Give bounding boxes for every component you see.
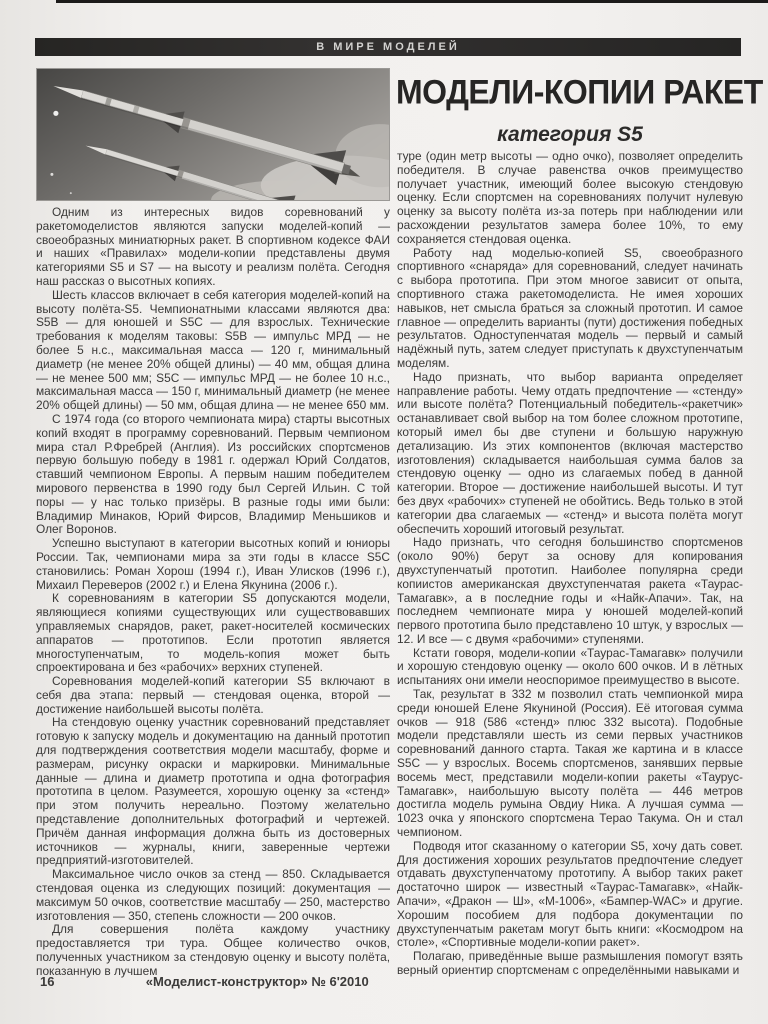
page-number: 16	[40, 974, 55, 989]
section-header-bar	[35, 38, 741, 56]
article-paragraph: Шесть классов включает в себя категория моделей-копий на высоту полёта-S5. Чемпионатными классами являются два: S5B — для юношей и S5C — для взрослых. Технические требования к моделям таковы: S5B — импульс МРД — не более 5 н.с., максимальная масса — 120 г, минимальный диаметр (не менее 20% общей длины) — 40 мм, общая длина — не менее 500 мм; S5C — импульс МРД — не более 10 н.с., максимальная масса — 150 г, минимальный диаметр (не менее 20% общей длины) — 50 мм, общая длина — не менее 650 мм.	[36, 287, 390, 413]
article-paragraph: Надо признать, что сегодня большинство спортсменов (около 90%) берут за основу для копирования двухступенчатый прототип. Наиболее популярна среди копиистов американская двухступенчатая ракета «Таурас-Тамагавк», а в последние годы и «Найк-Апачи». Так, на последнем чемпионате мира у юношей моделей-копий первого прототипа было представлено 10 штук, у взрослых — 12. И все — с двумя «рабочими» ступенями.	[397, 535, 743, 646]
star-dot	[70, 192, 72, 194]
article-paragraph: К соревнованиям в категории S5 допускаются модели, являющиеся копиями существующих или существовавших управляемых снарядов, ракет, ракет-носителей космических аппаратов — прототипов. Если прототип является многоступенчатым, то модель-копия может быть спроектирована и без «рабочих» верхних ступеней.	[36, 591, 390, 675]
article-header	[396, 72, 763, 147]
rockets-photo-art	[37, 69, 389, 200]
article-paragraph: Соревнования моделей-копий категории S5 включают в себя два этапа: первый — стендовая оценка, второй — достижение наибольшей высоты полёта.	[36, 674, 390, 716]
article-paragraph: Так, результат в 332 м позволил стать чемпионкой мира среди юношей Елене Якуниной (Россия). Её итоговая сумма очков — 918 (586 «стенд» плюс 332 высота). Подобные модели представляли шесть из семи первых участников соревнований данного старта. Такая же картина и в классе S5C — у взрослых. Восемь спортсменов, занявших первые восемь мест, представили модели-копии ракеты «Таурус-Тамагавк», наибольшую высоту полёта — 446 метров достигла модель румына Овдиу Ника. А лучшая сумма — 1023 очка у японского спортсмена Терао Такума. Он и стал чемпионом.	[397, 687, 743, 840]
journal-title: «Моделист-конструктор» № 6'2010	[145, 974, 369, 989]
article-paragraph: Максимальное число очков за стенд — 850. Складывается стендовая оценка из следующих позиций: документация — максимум 50 очков, соответствие масштабу — 250, мастерство изготовления — 350, степень сложности — 200 очков.	[36, 867, 390, 923]
section-header-label: В МИРЕ МОДЕЛЕЙ	[316, 41, 460, 53]
star-dot	[53, 111, 58, 116]
article-paragraph: С 1974 года (со второго чемпионата мира) старты высотных копий входят в программу соревнований. Первым чемпионом мира стал Р.Фребрей (Англия). Из российских спортсменов первую большую победу в 1981 г. одержал Юрий Солдатов, ставший чемпионом Европы. А первым нашим победителем мирового первенства в 1990 году был Сергей Ильин. С той поры — у нас только призёры. В разные годы ими были: Владимир Минаков, Юрий Фирсов, Владимир Меньшиков и Олег Воронов.	[36, 411, 390, 537]
article-paragraph: На стендовую оценку участник соревнований представляет готовую к запуску модель и документацию на данный прототип для подтверждения соответствия модели масштабу, форме и размерам, рисунку окраски и маркировки. Минимальные данные — длина и диаметр прототипа и одна фотография прототипа в целом. Разумеется, хорошую оценку за «стенд» при этом получить нереально. Поэтому желательно представление дополнительных фотографий и чертежей. Причём данная информация должна быть из достоверных источников — журналы, книги, заверенные чертежи предприятий-изготовителей.	[36, 715, 390, 868]
article-paragraph: Подводя итог сказанному о категории S5, хочу дать совет. Для достижения хороших результатов предпочтение следует отдавать двухступенчатому прототипу. А выбор таких ракет достаточно широк — известный «Таурас-Тамагавк», «Найк-Апачи», «Дракон — Ш», «М-1006», «Бампер-WAC» и другие. Хорошим пособием для подбора документации по двухступенчатым ракетам могут быть книги: «Космодром на столе», «Спортивные модели-копии ракет».	[397, 838, 743, 950]
article-paragraph: Одним из интересных видов соревнований у ракетомоделистов являются запуски моделей-копий — своеобразных миниатюрных ракет. В спортивном кодексе ФАИ и наших «Правилах» модели-копии представлены двумя категориями S5 и S7 — на высоту и реализм полёта. Сегодня наш рассказ о высотных копиях.	[36, 205, 390, 288]
left-column	[36, 206, 390, 979]
article-paragraph: Надо признать, что выбор варианта определяет направление работы. Чему отдать предпочтение — «стенду» или высоте полёта? Потенциальный победитель-«ракетчик» останавливает свой выбор на том более сложном прототипе, который имел бы две ступени и большую наружную детализацию. Из этих компонентов (включая мастерство изготовления) складывается наибольшая сумма балов за стендовую оценку — одно из слагаемых побед в данной категории. Второе — достижение наибольшей высоты. И тут без двух «рабочих» ступеней не обойтись. Ведь только в этой категории два слагаемых — «стенд» и высота полёта могут обеспечить хороший итоговый результат.	[397, 369, 743, 536]
right-column	[397, 150, 743, 978]
article-paragraph: Работу над моделью-копией S5, своеобразного спортивного «снаряда» для соревнований, следует начинать с выбора прототипа. При этом многое зависит от опыта, спортивного стажа ракетомоделиста. Не имея хороших навыков, нет смысла браться за сложный прототип. И самое главное — определить варианты (пути) достижения победных результатов. Одноступенчатая модель — первый и самый надёжный путь, затем следует приступать к двухступенчатым моделям.	[397, 245, 743, 370]
article-paragraph: Для совершения полёта каждому участнику предоставляется три тура. Общее количество очков, полученных участником за стендовую оценку и высоту полёта, показанную в лучшем	[36, 922, 390, 978]
article-paragraph: туре (один метр высоты — одно очко), позволяет определить победителя. В случае равенства очков преимущество получает участник, имеющий более высокую стендовую оценку. Если спортсмен на соревнованиях получит нулевую оценку за высоту полёта из-за потерь при наблюдении или расхождении результатов замера более 10%, то ему сохраняется стендовая оценка.	[397, 149, 743, 246]
article-subtitle: категория S5	[497, 123, 643, 146]
page-title: МОДЕЛИ-КОПИИ РАКЕТ	[396, 72, 763, 111]
rockets-photo	[36, 68, 390, 201]
scan-edge	[56, 0, 768, 3]
article-paragraph: Успешно выступают в категории высотных копий и юниоры России. Так, чемпионами мира за эти годы в классе S5C становились: Роман Хорош (1994 г.), Иван Улисков (1996 г.), Михаил Переверов (2002 г.) и Елена Якунина (2006 г.).	[36, 536, 390, 592]
article-paragraph: Кстати говоря, модели-копии «Таурас-Тамагавк» получили и хорошую стендовую оценку — около 600 очков. И в лётных испытаниях они имели неоспоримое преимущество в высоте.	[397, 645, 743, 688]
star-dot	[50, 173, 53, 176]
article-paragraph: Полагаю, приведённые выше размышления помогут взять верный ориентир спортсменам с определёнными навыками и	[397, 949, 743, 978]
page-footer	[40, 974, 460, 989]
